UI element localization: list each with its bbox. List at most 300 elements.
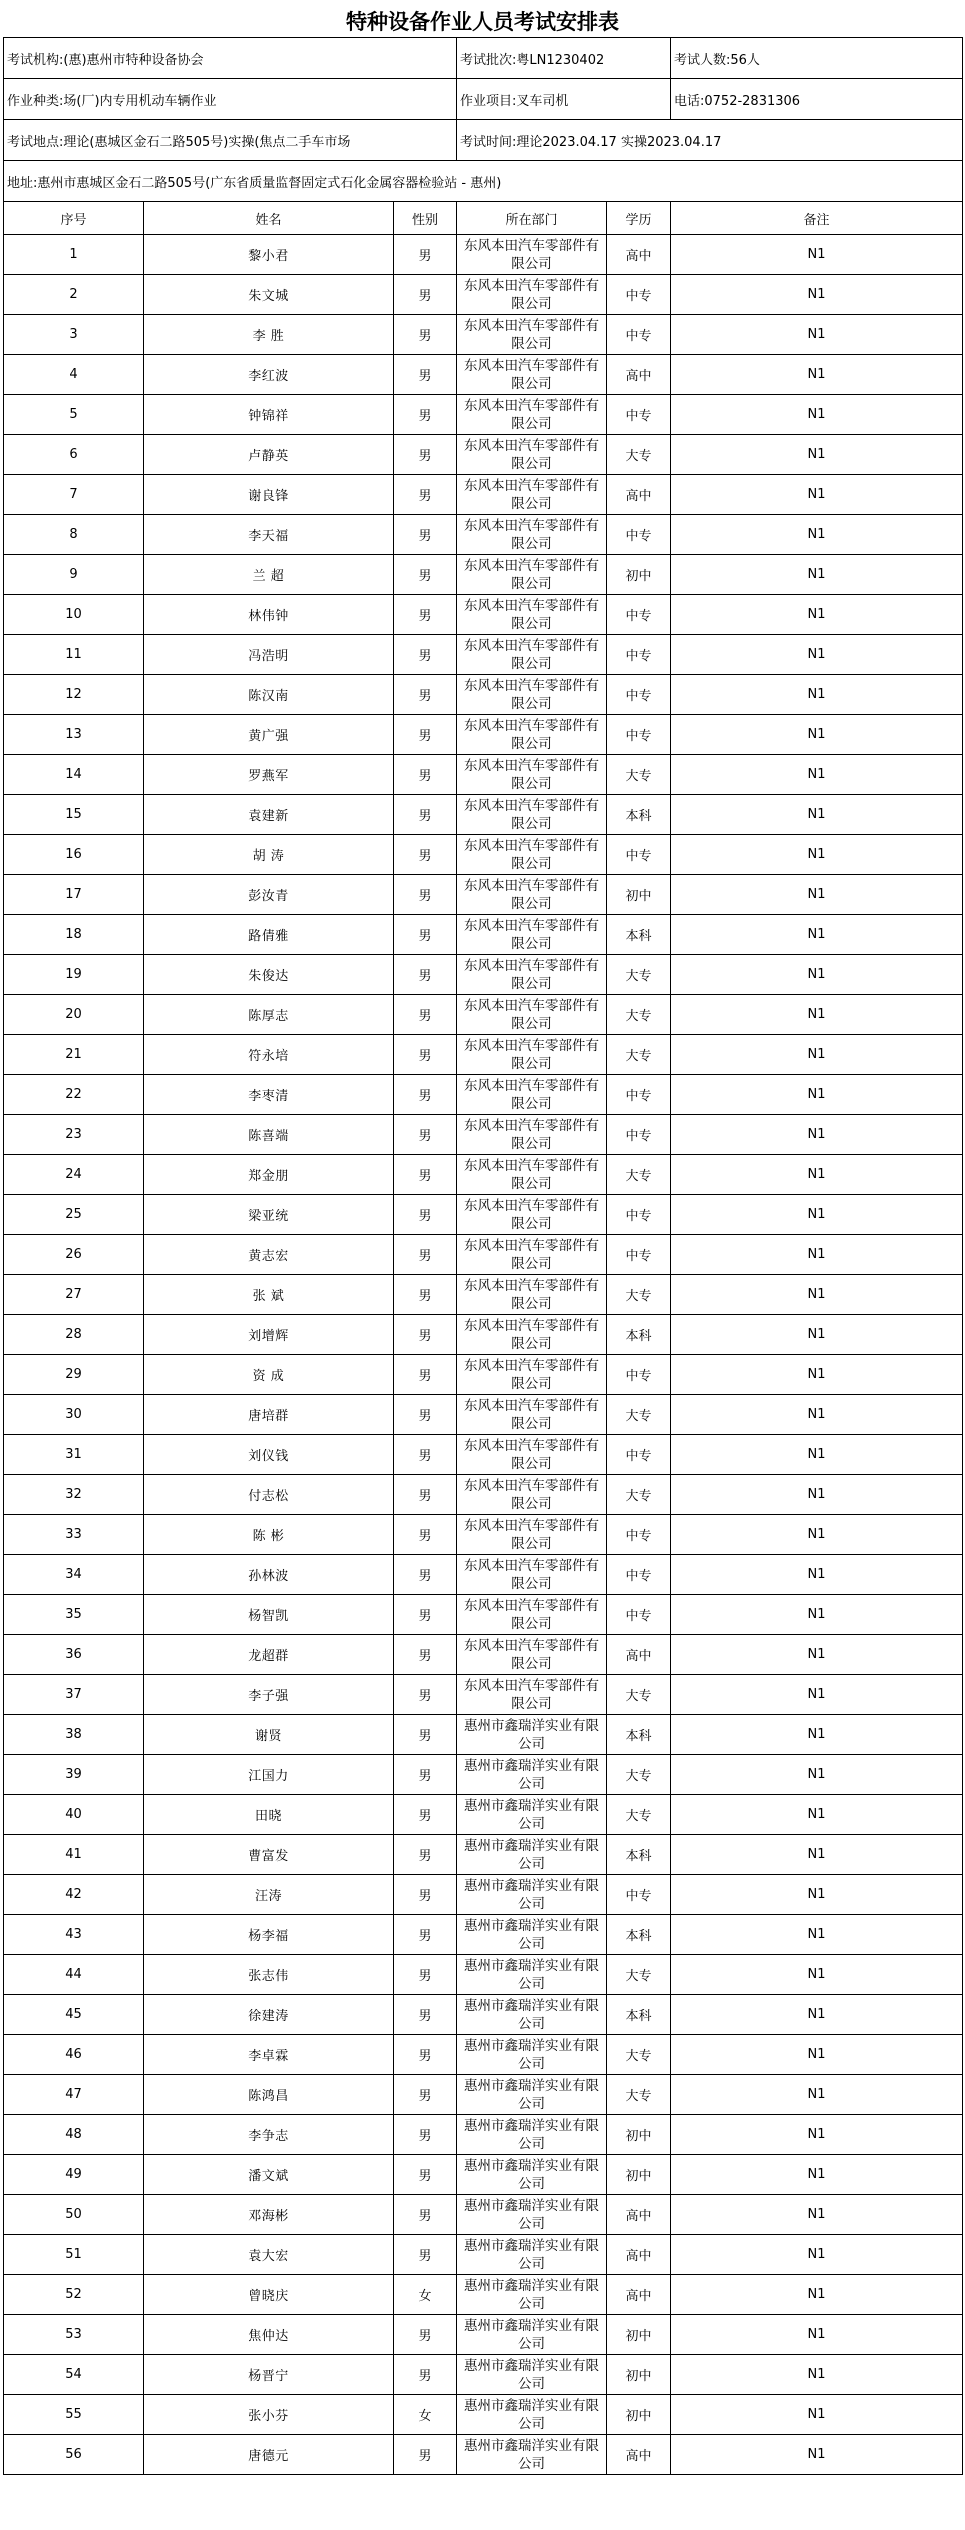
cell-name: 彭汝青 [144,875,394,915]
cell-edu: 高中 [607,2275,671,2315]
info-row-3 [4,120,963,161]
exam-schedule-table [3,37,963,2475]
table-row [4,2275,963,2315]
cell-edu: 本科 [607,795,671,835]
cell-gender: 男 [394,235,457,275]
cell-name: 潘文斌 [144,2155,394,2195]
info-row-2 [4,79,963,120]
cell-gender: 男 [394,1435,457,1475]
cell-name: 唐德元 [144,2435,394,2475]
cell-name: 黎小君 [144,235,394,275]
cell-dept: 东风本田汽车零部件有限公司 [457,1475,607,1515]
cell-edu: 中专 [607,1115,671,1155]
cell-name: 曾晓庆 [144,2275,394,2315]
cell-note: N1 [671,2075,963,2115]
cell-gender: 男 [394,1955,457,1995]
cell-name: 黄广强 [144,715,394,755]
header-gender: 性别 [394,202,457,235]
cell-dept: 东风本田汽车零部件有限公司 [457,915,607,955]
cell-no: 37 [4,1675,144,1715]
table-row [4,1595,963,1635]
cell-no: 29 [4,1355,144,1395]
cell-note: N1 [671,1035,963,1075]
cell-name: 资 成 [144,1355,394,1395]
header-name: 姓名 [144,202,394,235]
cell-gender: 男 [394,1715,457,1755]
cell-name: 李红波 [144,355,394,395]
cell-no: 18 [4,915,144,955]
table-row [4,955,963,995]
cell-note: N1 [671,1915,963,1955]
cell-edu: 中专 [607,675,671,715]
cell-note: N1 [671,635,963,675]
cell-dept: 东风本田汽车零部件有限公司 [457,1355,607,1395]
cell-edu: 中专 [607,635,671,675]
cell-name: 路倩雅 [144,915,394,955]
table-row [4,1355,963,1395]
table-row [4,555,963,595]
cell-no: 2 [4,275,144,315]
cell-note: N1 [671,715,963,755]
cell-dept: 东风本田汽车零部件有限公司 [457,475,607,515]
cell-gender: 男 [394,2235,457,2275]
table-row [4,675,963,715]
cell-no: 42 [4,1875,144,1915]
cell-name: 张志伟 [144,1955,394,1995]
cell-name: 杨晋宁 [144,2355,394,2395]
cell-edu: 中专 [607,1075,671,1115]
cell-edu: 中专 [607,1235,671,1275]
cell-dept: 东风本田汽车零部件有限公司 [457,875,607,915]
cell-edu: 大专 [607,435,671,475]
cell-note: N1 [671,2235,963,2275]
cell-dept: 东风本田汽车零部件有限公司 [457,595,607,635]
cell-name: 刘增辉 [144,1315,394,1355]
cell-edu: 大专 [607,1795,671,1835]
cell-edu: 中专 [607,1875,671,1915]
cell-name: 陈厚志 [144,995,394,1035]
cell-note: N1 [671,1475,963,1515]
table-row [4,2035,963,2075]
cell-name: 焦仲达 [144,2315,394,2355]
cell-note: N1 [671,1675,963,1715]
exam-batch: 考试批次:粤LN1230402 [457,38,671,79]
cell-note: N1 [671,435,963,475]
cell-dept: 东风本田汽车零部件有限公司 [457,1635,607,1675]
cell-edu: 中专 [607,1435,671,1475]
table-row [4,1835,963,1875]
cell-note: N1 [671,1755,963,1795]
cell-dept: 东风本田汽车零部件有限公司 [457,1395,607,1435]
cell-note: N1 [671,1875,963,1915]
table-row [4,2355,963,2395]
cell-name: 曹富发 [144,1835,394,1875]
table-row [4,2155,963,2195]
table-row [4,875,963,915]
cell-no: 6 [4,435,144,475]
cell-edu: 大专 [607,2035,671,2075]
cell-edu: 大专 [607,1395,671,1435]
cell-edu: 大专 [607,1675,671,1715]
cell-gender: 男 [394,1555,457,1595]
cell-edu: 高中 [607,2195,671,2235]
cell-name: 朱文城 [144,275,394,315]
cell-gender: 男 [394,315,457,355]
cell-dept: 惠州市鑫瑞洋实业有限公司 [457,2235,607,2275]
cell-dept: 惠州市鑫瑞洋实业有限公司 [457,1955,607,1995]
cell-edu: 中专 [607,275,671,315]
cell-dept: 东风本田汽车零部件有限公司 [457,235,607,275]
cell-name: 龙超群 [144,1635,394,1675]
table-row [4,475,963,515]
table-row [4,1155,963,1195]
cell-gender: 男 [394,475,457,515]
cell-note: N1 [671,1315,963,1355]
table-row [4,1675,963,1715]
cell-name: 陈 彬 [144,1515,394,1555]
cell-name: 张 斌 [144,1275,394,1315]
cell-gender: 男 [394,1635,457,1675]
cell-edu: 本科 [607,1915,671,1955]
page-title: 特种设备作业人员考试安排表 [346,10,619,34]
cell-note: N1 [671,2155,963,2195]
table-row [4,795,963,835]
cell-dept: 东风本田汽车零部件有限公司 [457,1555,607,1595]
cell-edu: 高中 [607,355,671,395]
cell-edu: 本科 [607,1315,671,1355]
cell-name: 朱俊达 [144,955,394,995]
cell-note: N1 [671,795,963,835]
cell-edu: 大专 [607,955,671,995]
table-body [4,38,963,2475]
cell-dept: 东风本田汽车零部件有限公司 [457,1515,607,1555]
cell-dept: 东风本田汽车零部件有限公司 [457,795,607,835]
cell-dept: 东风本田汽车零部件有限公司 [457,675,607,715]
work-category: 作业种类:场(厂)内专用机动车辆作业 [4,79,457,120]
cell-note: N1 [671,355,963,395]
cell-dept: 惠州市鑫瑞洋实业有限公司 [457,1995,607,2035]
table-row [4,1555,963,1595]
table-row [4,1515,963,1555]
cell-dept: 东风本田汽车零部件有限公司 [457,355,607,395]
cell-edu: 本科 [607,915,671,955]
cell-dept: 东风本田汽车零部件有限公司 [457,1675,607,1715]
cell-no: 15 [4,795,144,835]
cell-edu: 高中 [607,2235,671,2275]
cell-no: 26 [4,1235,144,1275]
cell-note: N1 [671,995,963,1035]
cell-note: N1 [671,2315,963,2355]
cell-dept: 东风本田汽车零部件有限公司 [457,1155,607,1195]
cell-note: N1 [671,2355,963,2395]
cell-no: 7 [4,475,144,515]
cell-name: 陈汉南 [144,675,394,715]
cell-dept: 东风本田汽车零部件有限公司 [457,835,607,875]
table-row [4,915,963,955]
cell-edu: 中专 [607,1595,671,1635]
cell-note: N1 [671,1155,963,1195]
exam-org: 考试机构:(惠)惠州市特种设备协会 [4,38,457,79]
table-row [4,1395,963,1435]
cell-dept: 惠州市鑫瑞洋实业有限公司 [457,2115,607,2155]
cell-name: 符永培 [144,1035,394,1075]
cell-dept: 东风本田汽车零部件有限公司 [457,1315,607,1355]
cell-note: N1 [671,1995,963,2035]
cell-no: 5 [4,395,144,435]
cell-gender: 男 [394,1475,457,1515]
cell-gender: 男 [394,955,457,995]
cell-note: N1 [671,1115,963,1155]
cell-dept: 东风本田汽车零部件有限公司 [457,1275,607,1315]
cell-gender: 男 [394,275,457,315]
exam-time: 考试时间:理论2023.04.17 实操2023.04.17 [457,120,963,161]
cell-edu: 中专 [607,1555,671,1595]
cell-note: N1 [671,315,963,355]
cell-name: 胡 涛 [144,835,394,875]
table-row [4,995,963,1035]
cell-gender: 男 [394,435,457,475]
cell-edu: 本科 [607,1995,671,2035]
table-row [4,1635,963,1675]
table-row [4,2195,963,2235]
cell-dept: 东风本田汽车零部件有限公司 [457,555,607,595]
cell-dept: 惠州市鑫瑞洋实业有限公司 [457,1755,607,1795]
cell-gender: 男 [394,1395,457,1435]
cell-note: N1 [671,235,963,275]
cell-dept: 惠州市鑫瑞洋实业有限公司 [457,2275,607,2315]
cell-note: N1 [671,1595,963,1635]
cell-dept: 东风本田汽车零部件有限公司 [457,515,607,555]
cell-edu: 大专 [607,1955,671,1995]
cell-note: N1 [671,2395,963,2435]
cell-name: 林伟钟 [144,595,394,635]
cell-name: 杨李福 [144,1915,394,1955]
cell-no: 40 [4,1795,144,1835]
cell-no: 39 [4,1755,144,1795]
cell-dept: 东风本田汽车零部件有限公司 [457,1435,607,1475]
cell-gender: 男 [394,595,457,635]
cell-gender: 男 [394,1755,457,1795]
cell-gender: 男 [394,1155,457,1195]
cell-dept: 惠州市鑫瑞洋实业有限公司 [457,2435,607,2475]
cell-no: 28 [4,1315,144,1355]
cell-gender: 男 [394,1035,457,1075]
cell-name: 江国力 [144,1755,394,1795]
cell-no: 23 [4,1115,144,1155]
cell-no: 47 [4,2075,144,2115]
table-row [4,1995,963,2035]
cell-name: 徐建涛 [144,1995,394,2035]
table-row [4,515,963,555]
cell-edu: 高中 [607,2435,671,2475]
cell-dept: 东风本田汽车零部件有限公司 [457,1235,607,1275]
cell-no: 48 [4,2115,144,2155]
cell-gender: 男 [394,1795,457,1835]
cell-no: 44 [4,1955,144,1995]
cell-gender: 男 [394,2115,457,2155]
cell-edu: 中专 [607,715,671,755]
cell-gender: 男 [394,1835,457,1875]
cell-no: 10 [4,595,144,635]
cell-edu: 大专 [607,1035,671,1075]
table-row [4,1235,963,1275]
cell-gender: 男 [394,675,457,715]
cell-dept: 东风本田汽车零部件有限公司 [457,755,607,795]
table-row [4,1795,963,1835]
cell-no: 46 [4,2035,144,2075]
cell-no: 20 [4,995,144,1035]
cell-no: 52 [4,2275,144,2315]
cell-no: 12 [4,675,144,715]
header-no: 序号 [4,202,144,235]
cell-edu: 初中 [607,875,671,915]
cell-gender: 男 [394,395,457,435]
cell-dept: 东风本田汽车零部件有限公司 [457,1195,607,1235]
cell-name: 郑金朋 [144,1155,394,1195]
cell-no: 36 [4,1635,144,1675]
exam-count: 考试人数:56人 [671,38,963,79]
cell-edu: 初中 [607,2115,671,2155]
cell-name: 李 胜 [144,315,394,355]
cell-gender: 男 [394,755,457,795]
cell-name: 梁亚统 [144,1195,394,1235]
cell-name: 刘仪钱 [144,1435,394,1475]
cell-no: 54 [4,2355,144,2395]
table-row [4,1715,963,1755]
cell-dept: 东风本田汽车零部件有限公司 [457,635,607,675]
cell-no: 4 [4,355,144,395]
table-row [4,1315,963,1355]
info-row-4 [4,161,963,202]
cell-note: N1 [671,1235,963,1275]
cell-edu: 初中 [607,2355,671,2395]
cell-no: 17 [4,875,144,915]
cell-note: N1 [671,1355,963,1395]
cell-no: 25 [4,1195,144,1235]
cell-note: N1 [671,915,963,955]
cell-gender: 男 [394,2355,457,2395]
cell-no: 24 [4,1155,144,1195]
cell-note: N1 [671,515,963,555]
cell-gender: 男 [394,915,457,955]
cell-gender: 男 [394,795,457,835]
table-row [4,1195,963,1235]
cell-note: N1 [671,1435,963,1475]
cell-note: N1 [671,835,963,875]
cell-gender: 男 [394,2315,457,2355]
cell-gender: 女 [394,2395,457,2435]
table-row [4,315,963,355]
cell-edu: 大专 [607,755,671,795]
exam-address: 地址:惠州市惠城区金石二路505号(广东省质量监督固定式石化金属容器检验站 - 惠州) [4,161,963,202]
cell-name: 卢静英 [144,435,394,475]
cell-name: 李天福 [144,515,394,555]
cell-name: 张小芬 [144,2395,394,2435]
cell-gender: 男 [394,835,457,875]
cell-dept: 东风本田汽车零部件有限公司 [457,1035,607,1075]
cell-no: 45 [4,1995,144,2035]
cell-no: 16 [4,835,144,875]
cell-edu: 中专 [607,315,671,355]
cell-no: 21 [4,1035,144,1075]
cell-edu: 中专 [607,1355,671,1395]
cell-edu: 中专 [607,835,671,875]
table-row [4,2075,963,2115]
cell-name: 袁建新 [144,795,394,835]
cell-edu: 本科 [607,1835,671,1875]
cell-dept: 惠州市鑫瑞洋实业有限公司 [457,1795,607,1835]
cell-name: 杨智凯 [144,1595,394,1635]
header-note: 备注 [671,202,963,235]
cell-note: N1 [671,1275,963,1315]
cell-dept: 惠州市鑫瑞洋实业有限公司 [457,2395,607,2435]
header-dept: 所在部门 [457,202,607,235]
exam-location: 考试地点:理论(惠城区金石二路505号)实操(焦点二手车市场 [4,120,457,161]
table-row [4,435,963,475]
cell-no: 56 [4,2435,144,2475]
cell-gender: 男 [394,555,457,595]
cell-name: 李争志 [144,2115,394,2155]
cell-name: 谢良锋 [144,475,394,515]
cell-name: 黄志宏 [144,1235,394,1275]
cell-note: N1 [671,875,963,915]
cell-edu: 高中 [607,475,671,515]
cell-no: 1 [4,235,144,275]
cell-dept: 东风本田汽车零部件有限公司 [457,955,607,995]
table-row [4,2235,963,2275]
cell-note: N1 [671,395,963,435]
table-header-row [4,202,963,235]
table-row [4,355,963,395]
cell-dept: 东风本田汽车零部件有限公司 [457,435,607,475]
cell-gender: 女 [394,2275,457,2315]
cell-dept: 东风本田汽车零部件有限公司 [457,1075,607,1115]
cell-edu: 初中 [607,2155,671,2195]
table-row [4,275,963,315]
cell-gender: 男 [394,635,457,675]
cell-gender: 男 [394,2035,457,2075]
cell-edu: 中专 [607,515,671,555]
cell-name: 孙林波 [144,1555,394,1595]
table-row [4,2115,963,2155]
cell-no: 3 [4,315,144,355]
table-row [4,395,963,435]
cell-gender: 男 [394,1875,457,1915]
cell-note: N1 [671,1515,963,1555]
cell-gender: 男 [394,1595,457,1635]
work-item: 作业项目:叉车司机 [457,79,671,120]
table-row [4,715,963,755]
table-row [4,1075,963,1115]
cell-note: N1 [671,1555,963,1595]
cell-dept: 惠州市鑫瑞洋实业有限公司 [457,2035,607,2075]
cell-dept: 惠州市鑫瑞洋实业有限公司 [457,2315,607,2355]
cell-name: 谢贤 [144,1715,394,1755]
cell-no: 9 [4,555,144,595]
cell-gender: 男 [394,1275,457,1315]
cell-name: 田晓 [144,1795,394,1835]
cell-no: 14 [4,755,144,795]
cell-gender: 男 [394,1515,457,1555]
cell-no: 22 [4,1075,144,1115]
cell-dept: 东风本田汽车零部件有限公司 [457,995,607,1035]
cell-no: 38 [4,1715,144,1755]
cell-gender: 男 [394,2155,457,2195]
cell-dept: 惠州市鑫瑞洋实业有限公司 [457,2075,607,2115]
cell-name: 陈喜端 [144,1115,394,1155]
cell-gender: 男 [394,2195,457,2235]
table-row [4,1475,963,1515]
